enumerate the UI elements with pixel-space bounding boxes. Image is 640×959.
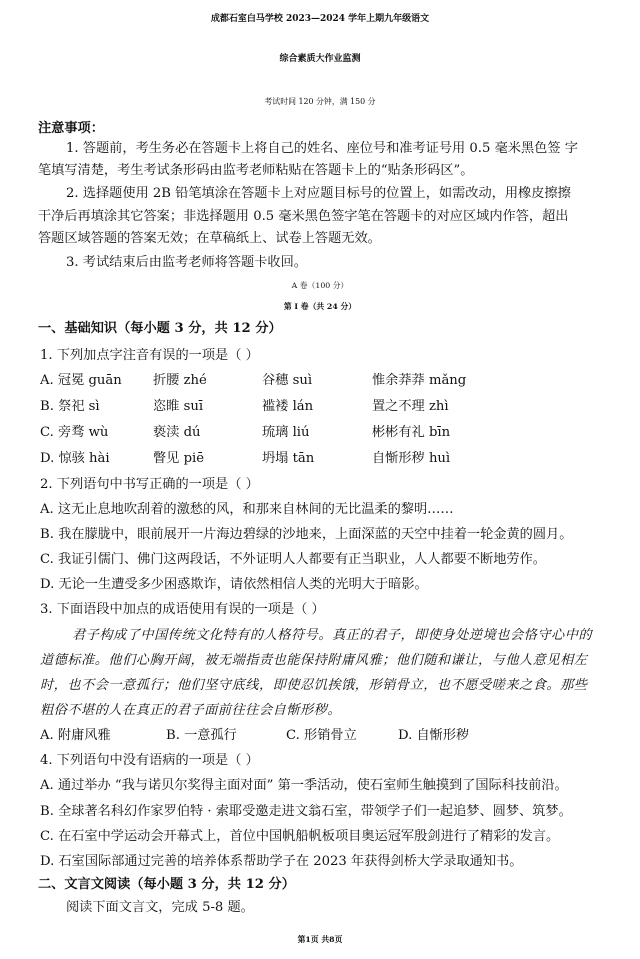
- q1-b-4: 置之不理 zhì: [372, 399, 449, 414]
- q1-d-4: 自惭形秽 huì: [372, 451, 451, 466]
- note-1a: 1. 答题前，考生务必在答题卡上将自己的姓名、座位号和准考证号用 0.5 毫米黑色签 字: [66, 141, 578, 156]
- q3-option-d: D. 自惭形秽: [398, 728, 470, 743]
- q2-option-d: D. 无论一生遭受多少困惑欺诈，请依然相信人类的光明大于暗影。: [40, 577, 428, 592]
- notes-heading: 注意事项：: [38, 121, 104, 136]
- q4-stem: 4. 下列语句中没有语病的一项是（ ）: [40, 753, 259, 768]
- q3-stem: 3. 下面语段中加点的成语使用有误的一项是（ ）: [40, 602, 325, 617]
- exam-title-line1: 成都石室白马学校 2023—2024 学年上期九年级语文: [210, 14, 430, 24]
- q1-b-1: B. 祭祀 sì: [40, 399, 100, 414]
- q1-stem: 1. 下列加点字注音有误的一项是（ ）: [40, 348, 259, 363]
- q3-option-a: A. 附庸风雅: [40, 728, 111, 743]
- q3-passage-3: 时，也不会一意孤行；他们坚守底线，即使忍饥挨饿，形销骨立，也不愿受嗟来之食。那些: [40, 678, 588, 693]
- q1-a-1: A. 冠冕 guān: [40, 373, 122, 388]
- q1-c-3: 琉璃 liú: [262, 425, 310, 440]
- q2-option-c: C. 我证引儒门、佛门这两段话，不外证明人人都要有正当职业，人人都要不断地劳作。: [40, 552, 546, 567]
- q3-option-c: C. 形销骨立: [286, 728, 357, 743]
- q1-a-4: 惟余莽莽 mǎng: [372, 373, 467, 388]
- q1-d-1: D. 惊骇 hài: [40, 451, 110, 466]
- q4-option-b: B. 全球著名科幻作家罗伯特 · 索耶受邀走进文翁石室，带领学子们一起追梦、圆梦、筑梦。: [40, 804, 572, 819]
- q1-b-2: 恣睢 suī: [153, 399, 204, 414]
- q1-d-3: 坍塌 tān: [262, 451, 315, 466]
- note-2c: 答题区域答题的答案无效；在草稿纸上、试卷上答题无效。: [38, 231, 381, 246]
- q4-option-d: D. 石室国际部通过完善的培养体系帮助学子在 2023 年获得剑桥大学录取通知书。: [40, 854, 523, 869]
- volume-a-heading: A 卷（100 分）: [291, 281, 349, 290]
- note-2b: 干净后再填涂其它答案；非选择题用 0.5 毫米黑色签字笔在答题卡的对应区域内作答，超出: [38, 209, 569, 224]
- q1-a-3: 谷穗 suì: [262, 373, 313, 388]
- q2-option-a: A. 这无止息地吹刮着的激愁的风，和那来自林间的无比温柔的黎明……: [40, 502, 454, 517]
- q3-option-b: B. 一意孤行: [166, 728, 237, 743]
- page-footer: 第1页 共8页: [297, 935, 343, 944]
- reading-prompt: 阅读下面文言文，完成 5-8 题。: [66, 900, 254, 915]
- note-2a: 2. 选择题使用 2B 铅笔填涂在答题卡上对应题目标号的位置上，如需改动，用橡皮擦擦: [66, 186, 571, 201]
- note-1b: 笔填写清楚，考生考试条形码由监考老师粘贴在答题卡上的“贴条形码区”。: [38, 163, 474, 178]
- q4-option-a: A. 通过举办 “我与诺贝尔奖得主面对面” 第一季活动，使石室师生触摸到了国际科技前沿。: [40, 778, 568, 793]
- q3-passage-2: 道德标准。他们心胸开阔，被无端指责也能保持附庸风雅；他们随和谦让，与他人意见相左: [40, 653, 588, 668]
- q1-b-3: 褴褛 lán: [262, 399, 314, 414]
- q1-d-2: 瞥见 piē: [153, 451, 205, 466]
- q4-option-c: C. 在石室中学运动会开幕式上，首位中国帆船帆板项目奥运冠军殷剑进行了精彩的发言。: [40, 829, 560, 844]
- q1-a-2: 折腰 zhé: [153, 373, 207, 388]
- q2-option-b: B. 我在朦胧中，眼前展开一片海边碧绿的沙地来，上面深蓝的天空中挂着一轮金黄的圆月。: [40, 527, 573, 542]
- q2-stem: 2. 下列语句中书写正确的一项是（ ）: [40, 477, 259, 492]
- q1-c-1: C. 旁骛 wù: [40, 425, 109, 440]
- section1-heading: 一、基础知识（每小题 3 分，共 12 分）: [38, 321, 282, 336]
- section2-heading: 二、文言文阅读（每小题 3 分，共 12 分）: [38, 877, 295, 892]
- q1-c-2: 亵渎 dú: [153, 425, 201, 440]
- q1-c-4: 彬彬有礼 bīn: [372, 425, 451, 440]
- exam-info: 考试时间 120 分钟，满 150 分: [264, 97, 376, 106]
- exam-title-line2: 综合素质大作业监测: [279, 54, 361, 64]
- note-3: 3. 考试结束后由监考老师将答题卡收回。: [66, 255, 307, 270]
- q3-passage-1: 君子构成了中国传统文化特有的人格符号。真正的君子，即使身处逆境也会恪守心中的: [72, 628, 593, 643]
- part-one-heading: 第 I 卷（共 24 分）: [283, 302, 357, 311]
- q3-passage-4: 粗俗不堪的人在真正的君子面前往往会自惭形秽。: [40, 703, 342, 718]
